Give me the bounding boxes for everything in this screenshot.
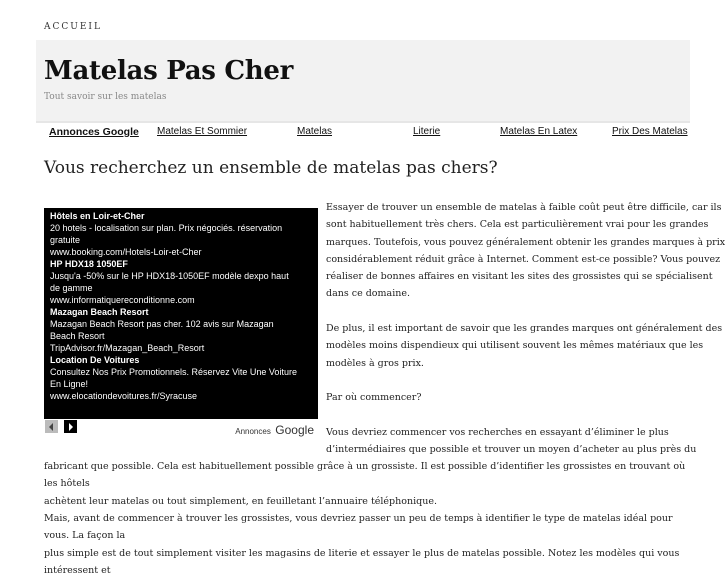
ad-item[interactable]: [44, 354, 318, 402]
article-paragraph-2: [326, 320, 722, 372]
ad-footer: [44, 419, 318, 435]
article-subheading: [326, 389, 421, 406]
ad-item[interactable]: [44, 258, 318, 306]
text-line: Mais, avant de commencer à trouver les grossistes, vous devriez passer un peu de temps à identifier le type de matelas idéal pour vous. La façon la: [44, 513, 673, 542]
text-line: modèles à gros prix.: [326, 357, 424, 369]
nav-matelas-et-sommier[interactable]: Matelas Et Sommier: [157, 126, 248, 137]
text-line: Par où commencer?: [326, 392, 422, 403]
text-line: fabricant que possible. Cela est habituellement possible grâce à un grossiste. Il est possible d’identifier les grossistes en trouvant où les hôtels: [44, 461, 686, 490]
text-line: Vous devriez commencer vos recherches en essayant d’éliminer le plus: [326, 427, 669, 438]
site-header: [36, 40, 690, 121]
ad-item[interactable]: [44, 306, 318, 354]
text-line: considérablement réduit grâce à Internet. Comment est-ce possible? Vous pouvez: [326, 253, 721, 265]
ad-title[interactable]: Hôtels en Loir-et-Cher: [50, 211, 145, 221]
chevron-left-icon: [48, 423, 55, 431]
nav-matelas[interactable]: Matelas: [297, 126, 333, 137]
ad-title[interactable]: HP HDX18 1050EF: [50, 259, 128, 269]
site-tagline: Tout savoir sur les matelas: [44, 92, 167, 102]
text-line: plus simple est de tout simplement visiter les magasins de literie et essayer le plus de matelas possible. Notez les modèles qui vous intéressent et: [44, 547, 680, 576]
ad-url[interactable]: www.informatiquereconditionne.com: [50, 295, 195, 305]
text-line: réaliser de bonnes affaires en visitant les sites des grossistes qui se spécialisent: [326, 271, 713, 283]
ad-description: gratuite: [50, 235, 81, 245]
ad-description: 20 hotels - localisation sur plan. Prix négociés. réservation: [50, 223, 283, 233]
article-paragraph-4: [326, 424, 696, 459]
google-logo: Google: [275, 423, 314, 437]
text-line: De plus, il est important de savoir que les grandes marques ont généralement des: [326, 323, 723, 334]
ad-description: Mazagan Beach Resort pas cher. 102 avis sur Mazagan: [50, 319, 274, 329]
text-line: sont habituellement très chers. Cela est particulièrement vrai pour les grandes: [326, 219, 709, 231]
ad-title[interactable]: Location De Voitures: [50, 355, 140, 365]
next-ad-button[interactable]: [64, 420, 77, 433]
text-line: marques. Toutefois, vous pouvez généralement obtenir les grandes marques à prix: [326, 236, 726, 248]
text-line: modèles moins dispendieux qui utilisent souvent les mêmes matériaux que les: [326, 340, 704, 352]
article-paragraph-1: [326, 199, 725, 303]
ad-title[interactable]: Mazagan Beach Resort: [50, 307, 149, 317]
text-line: dans ce domaine.: [326, 288, 410, 300]
text-line: Essayer de trouver un ensemble de matelas à faible coût peut être difficile, car ils: [326, 202, 722, 213]
ad-description: Consultez Nos Prix Promotionnels. Réservez Vite Une Voiture: [50, 367, 297, 377]
nav-home-link[interactable]: ACCUEIL: [44, 22, 102, 32]
google-ads-block: [44, 208, 318, 435]
previous-ad-button[interactable]: [45, 420, 58, 433]
ad-description: En Ligne!: [50, 379, 89, 389]
nav-annonces-google[interactable]: Annonces Google: [49, 126, 139, 138]
annonces-label: Annonces: [235, 427, 271, 436]
nav-literie[interactable]: Literie: [413, 126, 441, 137]
nav-prix-des-matelas[interactable]: Prix Des Matelas: [612, 126, 688, 137]
chevron-right-icon: [67, 423, 74, 431]
text-line: d’intermédiaires que possible et trouver un moyen d’acheter au plus près du: [326, 444, 697, 456]
site-title[interactable]: Matelas Pas Cher: [44, 56, 294, 86]
page-title: Vous recherchez un ensemble de matelas pas chers?: [44, 158, 498, 178]
ad-description: de gamme: [50, 283, 93, 293]
ad-item[interactable]: [44, 208, 318, 258]
text-line: achètent leur matelas ou tout simplement, en feuilletant l’annuaire téléphonique.: [44, 495, 437, 507]
ad-description: Jusqu'a -50% sur le HP HDX18-1050EF modèle dexpo haut: [50, 271, 289, 281]
ad-url[interactable]: TripAdvisor.fr/Mazagan_Beach_Resort: [50, 343, 205, 353]
ad-description: Beach Resort: [50, 331, 105, 341]
ad-url[interactable]: www.elocationdevoitures.fr/Syracuse: [50, 391, 198, 401]
main-navbar: [36, 121, 690, 143]
nav-matelas-en-latex[interactable]: Matelas En Latex: [500, 126, 578, 137]
ad-url[interactable]: www.booking.com/Hotels-Loir-et-Cher: [50, 247, 202, 257]
article-paragraph-4-continued: [44, 458, 694, 510]
annonces-google-label[interactable]: [235, 421, 314, 439]
